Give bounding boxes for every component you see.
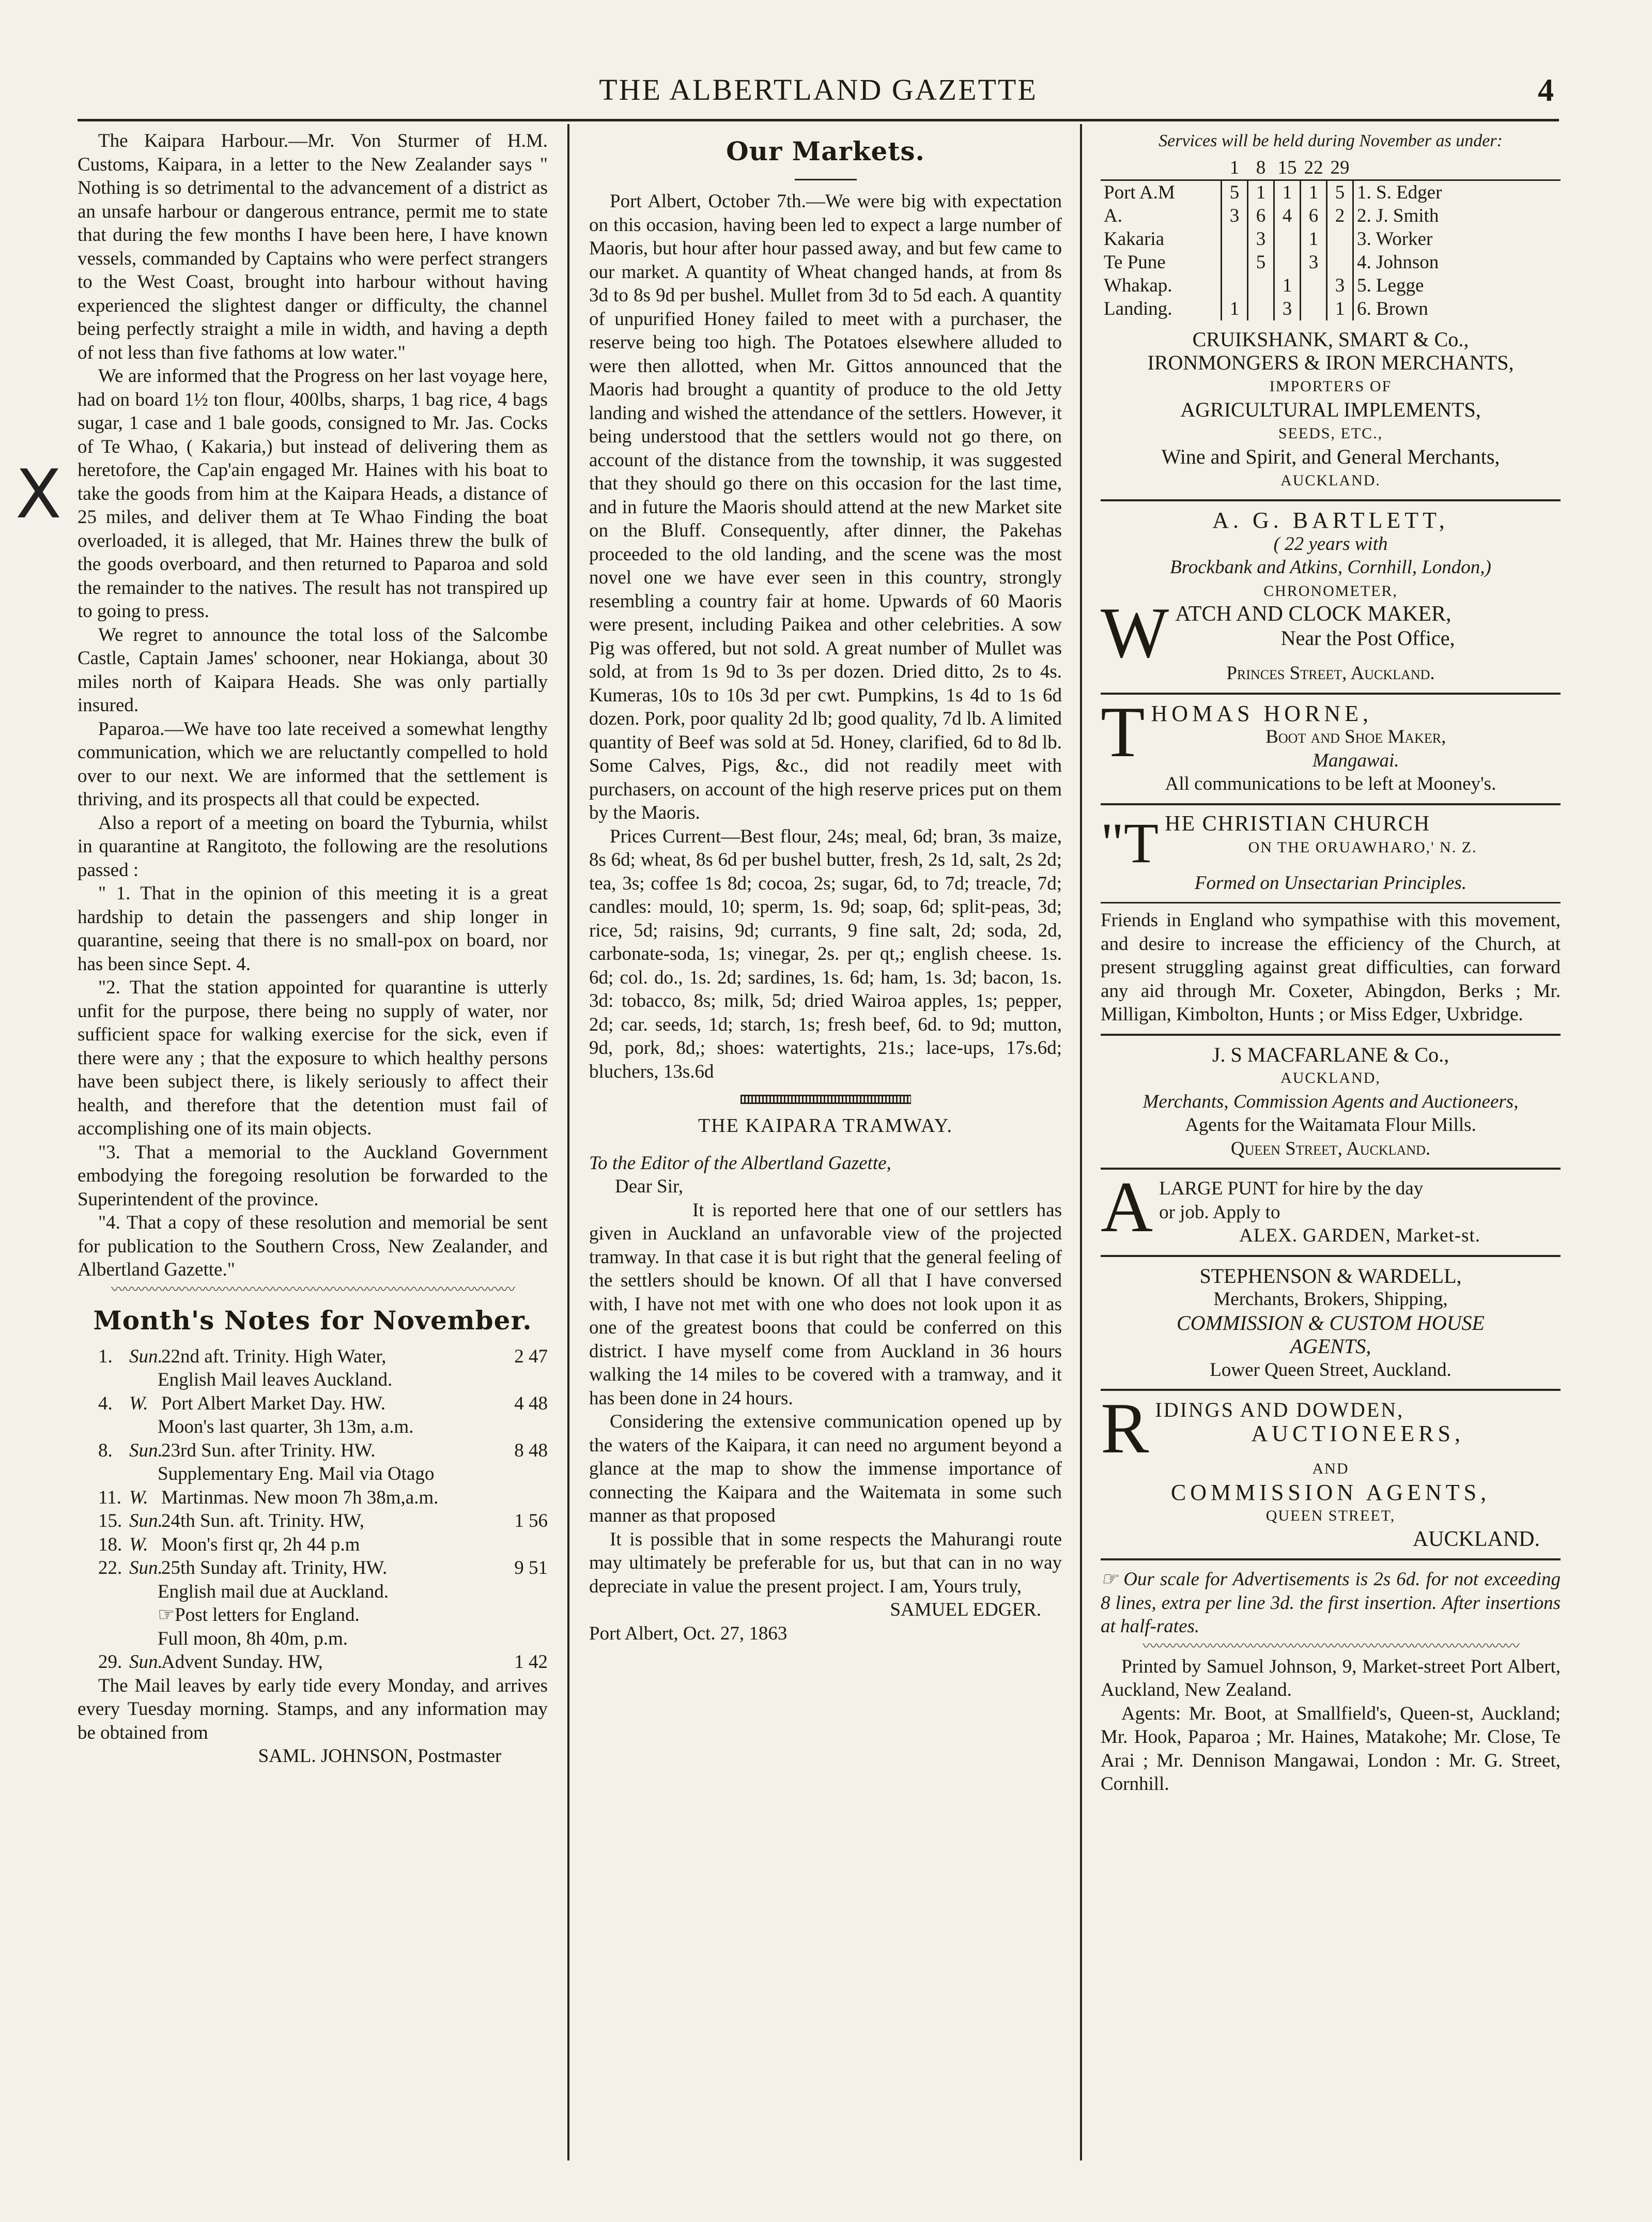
service-minister-code: 5 <box>1222 180 1248 204</box>
note-high-water: 9 51 <box>514 1557 548 1579</box>
ad-line: J. S MACFARLANE & Co., <box>1212 1043 1449 1066</box>
letter-date: Port Albert, Oct. 27, 1863 <box>589 1622 788 1644</box>
tramway-heading: THE KAIPARA TRAMWAY. <box>698 1115 953 1137</box>
service-minister-code <box>1327 227 1353 251</box>
note-row <box>78 1392 548 1416</box>
note-row <box>78 1533 548 1557</box>
note-weekday: W. <box>129 1487 148 1508</box>
note-subline: ☞Post letters for England. <box>158 1604 360 1626</box>
service-minister-code <box>1274 251 1301 274</box>
services-days-row <box>1101 156 1561 180</box>
note-high-water: 1 56 <box>514 1510 548 1531</box>
service-place: Te Pune <box>1104 251 1166 273</box>
service-minister-code: 5 <box>1248 251 1274 274</box>
divider <box>795 179 857 180</box>
ornamental-divider: 〰〰〰〰〰〰〰〰〰〰〰〰〰〰〰〰〰〰〰〰〰〰〰〰〰〰〰〰〰〰 <box>111 1281 514 1298</box>
drop-capital: "T <box>1101 811 1159 875</box>
ad-stephenson <box>1101 1257 1561 1391</box>
resolution-3: "3. That a memorial to the Auckland Government embodying the foregoing resolution be forwarded to the Superintendent of the province. <box>78 1141 548 1210</box>
ad-line: HOMAS HORNE, <box>1151 700 1373 726</box>
service-minister-code: 1 <box>1248 180 1274 204</box>
note-subline: Full moon, 8h 40m, p.m. <box>158 1628 348 1649</box>
note-high-water: 2 47 <box>514 1345 548 1367</box>
newspaper-title: THE ALBERTLAND GAZETTE <box>599 73 1038 106</box>
note-subline: English Mail leaves Auckland. <box>158 1369 393 1390</box>
note-date: 11. <box>98 1487 121 1508</box>
ad-line: Queen Street, Auckland. <box>1230 1138 1431 1159</box>
ad-line: CRUIKSHANK, SMART & Co., <box>1192 327 1469 351</box>
services-row <box>1101 297 1561 320</box>
column-rule <box>1080 124 1082 2160</box>
notes-heading: Month's Notes for November. <box>93 1305 532 1336</box>
service-minister-code: 3 <box>1274 297 1301 320</box>
note-subline: Moon's last quarter, 3h 13m, a.m. <box>158 1416 414 1437</box>
note-row <box>78 1650 548 1674</box>
note-date: 18. <box>98 1534 122 1555</box>
note-text: Moon's first qr, 2h 44 p.m <box>161 1534 360 1555</box>
service-minister-code: 1 <box>1301 227 1327 251</box>
services-heading: Services will be held during November as under: <box>1159 131 1503 150</box>
services-day-header: 1 <box>1222 156 1248 180</box>
article-progress: We are informed that the Progress on her last voyage here, had on board 1½ ton flour, 400lbs, sharps, 1 bag rice, 4 bags sugar, 1 case and 1 bale goods, consigned to Mr. Jas. Cocks of Te Whao, ( Kakaria,) but instead of delivering them as heretofore, the Cap'ain engaged Mr. Haines with his boat to take the goods from him at the Kaipara Heads, a distance of 25 miles, and deliver them at Te Whao Finding the boat overloaded, it is alleged, that Mr. Haines threw the bulk of the goods overboard, and then returned to Paparoa and sold the remainder to the natives. The result has not transpired up to going to press. <box>78 365 548 622</box>
resolution-1: " 1. That in the opinion of this meeting it is a great hardship to detain the passengers and ship longer in quarantine, seeing that there is no small-pox on board, nor has been since Sept. 4. <box>78 883 548 975</box>
ad-line: CHRONOMETER, <box>1263 582 1398 600</box>
service-place: A. <box>1104 205 1122 226</box>
service-minister-code: 1 <box>1222 297 1248 320</box>
note-date: 4. <box>98 1392 113 1414</box>
ad-line: IRONMONGERS & IRON MERCHANTS, <box>1147 351 1514 374</box>
drop-capital: A <box>1101 1167 1153 1247</box>
ad-line: STEPHENSON & WARDELL, <box>1199 1264 1462 1288</box>
tramway-para-2: Considering the extensive communication opened up by the waters of the Kaipara, it can need no argument beyond a glance at the map to show the immense importance of connecting the Kaipara and the Waitemata in some such manner as that proposed <box>589 1411 1062 1526</box>
service-minister-code: 1 <box>1274 180 1301 204</box>
note-text: 22nd aft. Trinity. High Water, <box>161 1345 387 1367</box>
note-subline: English mail due at Auckland. <box>158 1581 389 1602</box>
service-minister-code: 3 <box>1248 227 1274 251</box>
services-row <box>1101 204 1561 227</box>
ad-line: ON THE ORUAWHARO,' N. Z. <box>1248 839 1477 856</box>
note-text: 23rd Sun. after Trinity. HW. <box>161 1439 376 1461</box>
service-place: Whakap. <box>1104 274 1172 296</box>
ad-line: Wine and Spirit, and General Merchants, <box>1161 445 1500 468</box>
service-minister-code: 3 <box>1222 204 1248 227</box>
services-day-header: 8 <box>1248 156 1274 180</box>
ad-ridings-dowden <box>1101 1388 1561 1560</box>
ad-line: Merchants, Brokers, Shipping, <box>1213 1289 1448 1310</box>
ad-line: Formed on Unsectarian Principles. <box>1194 872 1467 894</box>
note-date: 1. <box>98 1345 113 1367</box>
note-text: Advent Sunday. HW, <box>161 1651 323 1673</box>
service-minister-code <box>1248 274 1274 297</box>
ad-line: A. G. BARTLETT, <box>1212 508 1449 533</box>
services-day-header: 29 <box>1327 156 1353 180</box>
service-minister-code: 5 <box>1327 180 1353 204</box>
service-minister-code: 1 <box>1327 297 1353 320</box>
ad-line: QUEEN STREET, <box>1265 1507 1396 1524</box>
ornamental-divider: 〰〰〰〰〰〰〰〰〰〰〰〰〰〰〰〰〰〰〰〰〰〰〰〰〰〰〰〰 <box>1142 1638 1519 1654</box>
services-row <box>1101 180 1561 204</box>
note-weekday: W. <box>129 1392 148 1414</box>
ad-line: HE CHRISTIAN CHURCH <box>1165 811 1431 836</box>
ad-line: IMPORTERS OF <box>1269 377 1392 395</box>
ad-line: All communications to be left at Mooney's. <box>1165 773 1496 794</box>
ad-line: SEEDS, ETC., <box>1278 424 1383 442</box>
tramway-para-3: It is possible that in some respects the Mahurangi route may ultimately be preferable for us, but that can in no way depreciate in value the present project. I am, Yours truly, <box>589 1528 1062 1597</box>
tramway-para-1: It is reported here that one of our settlers has given in Auckland an unfavorable view of the projected tramway. In that case it is but right that the general feeling of the settlers should be known. Of all that I have conversed with, I have not met with one who does not look upon it as one of the greatest boons that could be conferred on this district. I have myself come from Auckland in 36 hours walking the 14 miles to be covered with a tramway, and it has been done in 24 hours. <box>589 1199 1062 1409</box>
service-minister-code: 6 <box>1248 204 1274 227</box>
ad-line: Agents for the Waitamata Flour Mills. <box>1185 1114 1476 1136</box>
service-minister-code: 1 <box>1274 274 1301 297</box>
note-text: Port Albert Market Day. HW. <box>161 1392 385 1414</box>
note-weekday: Sun. <box>129 1510 163 1531</box>
printer-imprint: Printed by Samuel Johnson, 9, Market-street Port Albert, Auckland, New Zealand. <box>1101 1656 1561 1700</box>
ad-christian-church <box>1101 805 1561 1036</box>
ad-punt <box>1101 1167 1561 1257</box>
services-header-blank <box>1353 156 1561 180</box>
service-minister-code: 6 <box>1301 204 1327 227</box>
column-middle <box>589 129 1062 2155</box>
service-minister-code <box>1248 297 1274 320</box>
ad-line: or job. Apply to <box>1159 1201 1280 1223</box>
ad-line: COMMISSION & CUSTOM HOUSE <box>1177 1311 1485 1335</box>
article-kaipara-harbour: The Kaipara Harbour.—Mr. Von Sturmer of H.M. Customs, Kaipara, in a letter to the New Zealander says " Nothing is so detrimental to the advancement of a district as an unsafe harbour or dangerous entrance, permit me to state that during the few months I have been here, I have known vessels, commanded by Captains who were perfect strangers to the West Coast, brought into harbour without having experienced the slightest danger or difficulty, the channel being perfectly straight a mile in width, and having a depth of not less than five fathoms at low water." <box>78 130 548 363</box>
service-minister-name: 5. Legge <box>1353 274 1561 297</box>
prices-current: Prices Current—Best flour, 24s; meal, 6d; bran, 3s maize, 8s 6d; wheat, 8s 6d per bushel butter, fresh, 2s 1d, salt, 2s 2d; tea, 3s; coffee 1s 8d; cocoa, 2s; sugar, 6d, to 7d; treacle, 7d; candles: mould, 10; sperm, 1s. 9d; soap, 6d; split-peas, 3d; rice, 5d; raisins, 9d; currants, 9 fine salt, 2d; soda, 2d, carbonate-soda, 1s; vinegar, 2s. per qt,; english cheese. 1s. 6d; col. do., 1s. 2d; sardines, 1s. 6d; ham, 1s. 3d; bacon, 1s. 3d: tobacco, 8s; milk, 5d; dried Wairoa apples, 1s; pepper, 2d; car. seeds, 1d; starch, 1s; fresh beef, 6d. to 9d; mutton, 9d, pork, 8d,; shoes: watertights, 21s.; lace-ups, 17s.6d; bluchers, 13s.6d <box>589 825 1062 1082</box>
ad-horne <box>1101 692 1561 805</box>
handwritten-margin-mark: X <box>16 455 62 533</box>
note-weekday: W. <box>129 1534 148 1555</box>
services-row <box>1101 227 1561 251</box>
column-rule <box>567 124 569 2160</box>
ad-line: AND <box>1312 1460 1349 1477</box>
ad-line: Near the Post Office, <box>1280 626 1455 650</box>
ad-line: IDINGS AND DOWDEN, <box>1155 1398 1404 1421</box>
note-high-water: 8 48 <box>514 1439 548 1461</box>
letter-salutation: Dear Sir, <box>615 1176 684 1197</box>
service-minister-code: 1 <box>1301 180 1327 204</box>
ad-line: Princes Street, Auckland. <box>1226 663 1435 684</box>
markets-heading: Our Markets. <box>726 136 925 166</box>
service-minister-name: 3. Worker <box>1353 227 1561 251</box>
note-high-water: 1 42 <box>514 1651 548 1673</box>
service-minister-code: 2 <box>1327 204 1353 227</box>
service-minister-code: 3 <box>1301 251 1327 274</box>
note-weekday: Sun. <box>129 1439 163 1461</box>
note-text: Martinmas. New moon 7h 38m,a.m. <box>161 1487 439 1508</box>
service-minister-code <box>1301 274 1327 297</box>
ad-line: Mangawai. <box>1313 749 1399 771</box>
ad-line: COMMISSION AGENTS, <box>1170 1479 1491 1505</box>
monthly-notes-list <box>78 1345 548 1674</box>
note-row <box>78 1509 548 1533</box>
service-minister-name: 1. S. Edger <box>1353 180 1561 204</box>
services-row <box>1101 274 1561 297</box>
service-minister-code <box>1222 251 1248 274</box>
note-weekday: Sun. <box>129 1557 163 1579</box>
service-place: Landing. <box>1104 298 1172 319</box>
note-weekday: Sun. <box>129 1651 163 1673</box>
ad-line: Brockbank and Atkins, Cornhill, London,) <box>1170 557 1491 578</box>
note-high-water: 4 48 <box>514 1392 548 1414</box>
article-tyburnia: Also a report of a meeting on board the Tyburnia, whilst in quarantine at Rangitoto, the following are the resolutions passed : <box>78 812 548 881</box>
page-number: 4 <box>1538 73 1554 108</box>
agents-list: Agents: Mr. Boot, at Smallfield's, Queen-st, Auckland; Mr. Hook, Paparoa ; Mr. Haines, Matakohe; Mr. Close, Te Arai ; Mr. Dennison Mangawai, London : Mr. G. Street, Cornhill. <box>1101 1703 1561 1795</box>
resolution-2: "2. That the station appointed for quarantine is utterly unfit for the purpose, there being no supply of water, nor sufficient space for walking exercise for the sick, even if there were any ; that the exposure to which healthy persons have been subject there, is likely seriously to affect their health, and therefore that the detention must fail of accomplishing one of its main objects. <box>78 977 548 1139</box>
note-weekday: Sun. <box>129 1345 163 1367</box>
service-minister-code <box>1222 227 1248 251</box>
note-row <box>78 1486 548 1510</box>
service-minister-code <box>1222 274 1248 297</box>
note-text: 25th Sunday aft. Trinity, HW. <box>161 1557 388 1579</box>
service-place: Port A.M <box>1104 181 1175 203</box>
ad-line: AUCKLAND, <box>1280 1069 1381 1086</box>
ad-line: Merchants, Commission Agents and Auctioneers, <box>1142 1091 1519 1112</box>
ad-line: AUCKLAND. <box>1280 471 1381 489</box>
service-minister-name: 2. J. Smith <box>1353 204 1561 227</box>
note-date: 29. <box>98 1651 122 1673</box>
ad-line: Boot and Shoe Maker, <box>1265 726 1446 747</box>
column-right <box>1101 129 1561 2155</box>
note-row <box>78 1345 548 1369</box>
service-minister-code: 4 <box>1274 204 1301 227</box>
postmaster-signature: SAML. JOHNSON, Postmaster <box>258 1745 502 1767</box>
ad-line: ALEX. GARDEN, Market-st. <box>1239 1225 1480 1246</box>
note-date: 8. <box>98 1439 113 1461</box>
advertisement-rates: ☞ Our scale for Advertisements is 2s 6d. for not exceeding 8 lines, extra per line 3d. the first insertion. After insertions at half-rates. <box>1101 1569 1561 1637</box>
mail-note: The Mail leaves by early tide every Monday, and arrives every Tuesday morning. Stamps, and any information may be obtained from <box>78 1675 548 1743</box>
masthead <box>78 72 1559 121</box>
markets-report: Port Albert, October 7th.—We were big with expectation on this occasion, having been led to expect a large number of Maoris, but hour after hour passed away, and but few came to our market. A quantity of Wheat changed hands, at from 8s 3d to 8s 9d per bushel. Mullet from 3d to 5d each. A quantity of unpurified Honey failed to meet with a purchaser, the reserve being too high. The Potatoes elsewhere alluded to were then allotted, when Mr. Gittos announced that the Maoris had brought a quantity of produce to the old Jetty landing and wished the attendance of the settlers. However, it being understood that the settlers would not go there, on account of the distance from the township, it was suggested that they should go there on this occasion for the last time, and in future the Maoris should attend at the new Market site on the Bluff. Consequently, after dinner, the Pakehas proceeded to the old landing, and the scene was the most novel one we have ever seen in this country, strongly resembling a country fair at home. Upwards of 60 Maoris were present, including Paikea and other celebrities. A sow Pig was offered, but not sold. A great number of Mullet was sold, at from 1s 9d to 3s per dozen. Dried ditto, 2s to 4s. Kumeras, 10s to 10s 3d per cwt. Pumpkins, 1s 4d to 1s 6d dozen. Pork, poor quality 2d lb; good quality, 7d lb. A limited quantity of Beef was sold at 5d. Honey, clarified, 6d to 8d lb. Some Calves, Pigs, &c., did not readily meet with purchasers, on account of the high reserve prices put on them by the Maoris. <box>589 191 1062 823</box>
article-paparoa: Paparoa.—We have too late received a somewhat lengthy communication, which we are reluctantly compelled to hold over to our next. We are informed that the settlement is thriving, and its prospects all that could be expected. <box>78 718 548 810</box>
column-left <box>78 129 548 2155</box>
services-day-header: 15 <box>1274 156 1301 180</box>
services-table <box>1101 156 1561 320</box>
note-row <box>78 1556 548 1580</box>
drop-capital: R <box>1101 1388 1149 1468</box>
drop-capital: T <box>1101 692 1145 772</box>
services-row <box>1101 251 1561 274</box>
note-date: 15. <box>98 1510 122 1531</box>
ad-bartlett <box>1101 501 1561 695</box>
ad-cruikshank <box>1101 320 1561 502</box>
ad-line: AGRICULTURAL IMPLEMENTS, <box>1180 398 1481 421</box>
ad-line: Lower Queen Street, Auckland. <box>1210 1359 1452 1381</box>
letter-signature: SAMUEL EDGER. <box>890 1599 1041 1620</box>
church-appeal: Friends in England who sympathise with this movement, and desire to increase the efficiency of the Church, at present struggling against great difficulties, can forward any aid through Mr. Coxeter, Abingdon, Berks ; Mr. Milligan, Kimbolton, Hunts ; or Miss Edger, Uxbridge. <box>1101 902 1561 1026</box>
ad-line: AGENTS, <box>1290 1335 1371 1358</box>
ad-line: LARGE PUNT for hire by the day <box>1159 1178 1424 1199</box>
note-text: 24th Sun. aft. Trinity. HW, <box>161 1510 365 1531</box>
ornamental-rule <box>740 1095 911 1104</box>
ad-line: ( 22 years with <box>1273 533 1388 555</box>
note-row <box>78 1439 548 1463</box>
resolution-4: "4. That a copy of these resolution and memorial be sent for publication to the Southern Cross, New Zealander, and Albertland Gazette." <box>78 1212 548 1280</box>
article-salcombe-castle: We regret to announce the total loss of the Salcombe Castle, Captain James' schooner, near Hokianga, about 30 miles north of Kaipara Heads. She was only partially insured. <box>78 624 548 716</box>
service-place: Kakaria <box>1104 228 1165 250</box>
drop-capital: W <box>1101 593 1169 673</box>
service-minister-code <box>1327 251 1353 274</box>
ad-line: ATCH AND CLOCK MAKER, <box>1175 602 1452 626</box>
note-subline: Supplementary Eng. Mail via Otago <box>158 1463 435 1484</box>
service-minister-code: 3 <box>1327 274 1353 297</box>
note-date: 22. <box>98 1557 122 1579</box>
service-minister-name: 4. Johnson <box>1353 251 1561 274</box>
ad-line: AUCKLAND. <box>1412 1527 1540 1551</box>
services-day-header: 22 <box>1301 156 1327 180</box>
ad-macfarlane <box>1101 1036 1561 1170</box>
letter-address: To the Editor of the Albertland Gazette, <box>589 1152 891 1174</box>
ad-line: AUCTIONEERS, <box>1251 1420 1464 1446</box>
service-minister-code <box>1301 297 1327 320</box>
service-minister-code <box>1274 227 1301 251</box>
service-minister-name: 6. Brown <box>1353 297 1561 320</box>
